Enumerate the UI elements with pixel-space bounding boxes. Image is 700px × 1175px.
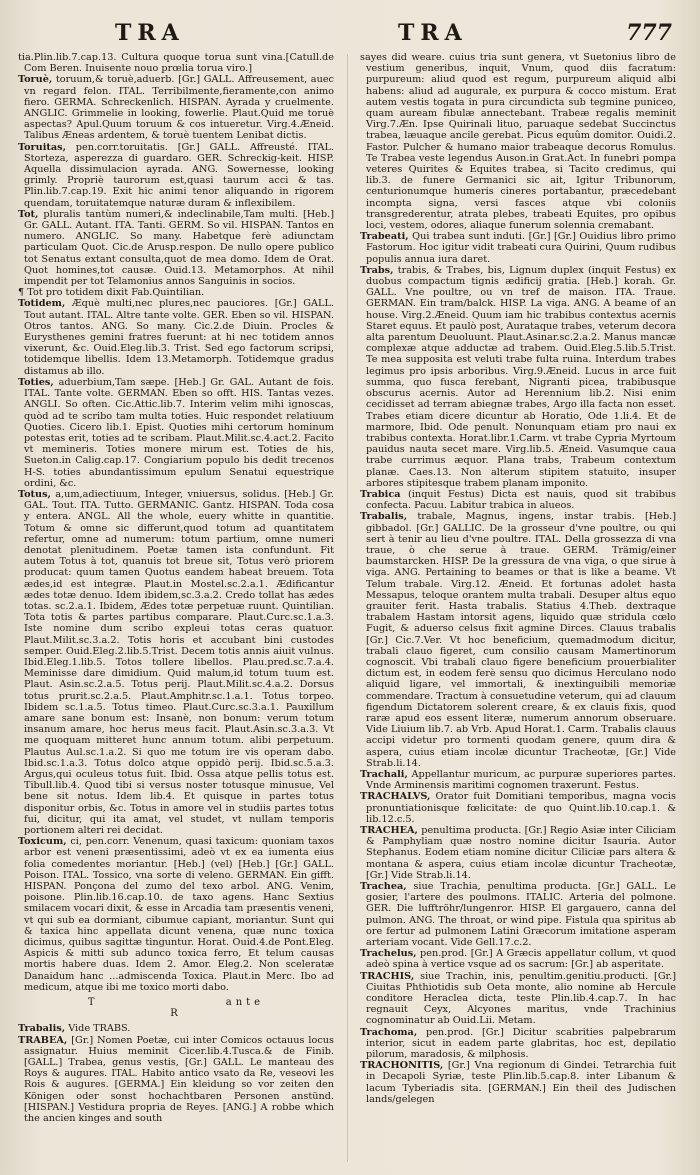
entry-text: Qui trabea sunt induti. [Gr.] [Gr.] Ouidius libro primo Fastorum. Hoc igitur vidit trabeati cura Quirini, Quum rudibus populis annua iura daret. bbox=[366, 231, 676, 265]
entry-text: sayes did weare. cuius tria sunt genera, vt Suetonius libro de vestium generibus, inquit, Vnum, quod diis facratum: purpureum: aliud quod est regum, purpureum aliquid albi habens: aliud ad augurale, ex purpura & cocco mistum. Erat autem vestis togata in pura circundicta sub tegmine puniceo, quam auream fibulæ annectebant. Trabeæ regalis meminit Virg.7.Æn. Ipse Quirinali lituo, paruaque sedebat Succinctus trabea, læuaque ancile gerebat. Picus equûm domitor. Ouidi.2. Fastor. Pulcher & humano maior trabeaque decorus Romulus. Te Trabea veste legendus Auson.in Grat.Act. In funebri pompa veteres Quirites & Equites trabea, si Tacito credimus, qui lib.3. de funere Germanici sic ait, Igitur Tribunorum, centurionumque humeris cineres portabantur, præcedebant incompta signa, versi fasces atque vbi coloniis transgrederentur, atrata plebes, trabeati Equites, pro opibus loci, vestem, odores, aliaque funerum solennia cremabant. bbox=[360, 52, 676, 232]
entry-headword: TRACHALVS, bbox=[360, 791, 431, 803]
left-entries-after-section bbox=[18, 1023, 334, 1124]
dictionary-entry bbox=[360, 1027, 676, 1061]
entry-text: tia.Plin.lib.7.cap.13. Cultura quoque torua sunt vina.[Catull.de Com Beren. Inuisente nouo prœlia torua viro.] bbox=[18, 52, 334, 75]
entry-text: ci, pen.corr. Venenum, quasi taxicum: quoniam taxos arbor est veneni præsentissimi, adeò vt ex ea iumenta eius folia comedentes moriantur. [Heb.] (vel) [Heb.] [Gr.] GALL. Poison. ITAL. Tossico, vna sorte di veleno. GERMAN. Ein gifft. HISPAN. Ponçona del zumo del texo arbol. ANG. Venim, poisone. Plin.lib.16.cap.10. de taxo agens. Hanc Sextius smilacem vocari dixit, & esse in Arcadia tam præsentis veneni, vt qui sub ea dormiant, cibumue capiant, moriantur. Sunt qui & taxica hinc appellata dicunt venena, quæ nunc toxica dicimus, quibus sagittæ tinguntur. Horat. Ouid.4.de Pont.Eleg. Aspicis & mitti sub adunco toxica ferro, Et telum causas mortis habere duas. Idem 2. Amor. Eleg.2. Non sceleratæ Danaidum hanc ...admiscenda Toxica. Plaut.in Merc. Ibo ad medicum, atque ibi me toxico morti dabo. bbox=[24, 836, 334, 993]
entry-text: Æquè multi,nec plures,nec pauciores. [Gr.] GALL. Tout autant. ITAL. Altre tante volte. GER. Eben so vil. HISPAN. Otros tantos. ANG. So many. Cic.2.de Diuin. Procles & Eurysthenes gemini fratres fuerunt: at hi nec totidem annos vixerunt, &c. Ouid.Eleg.lib.3. Trist. Sed ego factorum scripsi, totidemque libellis. Idem 13.Metamorph. Totidemque gradus distamus ab illo. bbox=[24, 298, 334, 377]
dictionary-entry bbox=[18, 52, 334, 74]
entry-headword: Toruitas, bbox=[18, 141, 66, 153]
entry-text: Appellantur muricum, ac purpuræ superiores partes. Vnde Arminensis maritimi cognomen traxerunt. Festus. bbox=[366, 769, 676, 792]
entry-headword: TRACHIS, bbox=[360, 970, 415, 982]
left-column bbox=[18, 52, 334, 1166]
entry-headword: Toties, bbox=[18, 376, 54, 388]
entry-text: [Gr.] Nomen Poetæ, cui inter Comicos octauus locus assignatur. Huius meminit Cicer.lib.4.Tusca.& de Finib. [GALL.] Trabea, genus vestis, [Gr.] GALL. Le manteau des Roys & augures. ITAL. Habito antico vsato da Re, veseovi les Rois & augures. [GERMA.] Ein kleidung so vor zeiten den Königen oder sonst hochachtbaren Personen anstünd. [HISPAN.] Vestidura propria de Reyes. [ANG.] A robbe which the ancien kinges and south bbox=[24, 1034, 334, 1125]
entry-text: a,um,adiectiuum, Integer, vniuersus, solidus. [Heb.] Gr. GAL. Tout. ITA. Tutto. GERMANIC. Gantz. HISPAN. Toda cosa y entera. ANGL. All the whole, euery whitte in quantitie. Totum & omne sic differunt,quod totum ad quantitatem refertur, omne ad numerum: totum partium, omne numeri denotat plenitudinem. Poetæ tamen ista confundunt. Fit autem Totus à tot, quanuis tot breue sit, Totus verò priorem producat: quum tamen Quotus eandem habeat breuem. Tota ædes,id est integræ. Plaut.in Mostel.sc.2.a.1. Ædificantur ædes totæ denuo. Idem ibidem,sc.3.a.2. Credo tollat has ædes totas. sc.2.a.1. Ibidem, Ædes totæ perpetuæ ruunt. Quintilian. Tota totis & partes partibus comparare. Plaut.Curc.sc.1.a.3. Iste nomine dum scribo expleui totas ceras quatuor. Plaut.Milit.sc.3.a.2. Totis horis et accubant bini custodes semper. Ouid.Eleg.2.lib.5.Trist. Decem totis annis aiuit vulnus. Ibid.Eleg.1.lib.5. Totos tollere libellos. Plau.pred.sc.7.a.4. Meminisse dare dimidium. Quid malum,id totum tuum est. Plaut. Asin.sc.2.a.5. Totus perij. Plaut.Milit.sc.4.a.2. Dorsus totus prurit.sc.2.a.5. Plaut.Amphitr.sc.1.a.1. Totus torpeo. Ibidem sc.1.a.5. Totus timeo. Plaut.Curc.sc.3.a.1. Pauxillum amare sane bonum est: Insanè, non bonum: verum totum insanum amare, hoc herus meus facit. Plaut.Asin.sc.3.a.3. Vt me quoquam mitteret hunc annum totum. alibi perpetuum. Plautus Aul.sc.1.a.2. Si quo me totum ire vis operam dabo. Ibid.sc.1.a.3. Totus dolco atque oppidò perij. Ibid.sc.5.a.3. Argus,qui oculeus totus fuit. Ibid. Ossa atque pellis totus est. Tibull.lib.4. Quod tibi si versus noster totusque minusue, Vel bene sit notus. Idem lib.4. Et quisque in partes totus disponitur orbis, &c. Totus in amore vel in studiis partes totus fui, dicitur, qui ita amat, vel studet, vt nullam temporis portionem alteri rei decidat. bbox=[24, 488, 334, 837]
dictionary-entry bbox=[360, 791, 676, 825]
dictionary-entry bbox=[18, 209, 334, 287]
dictionary-entry bbox=[360, 489, 676, 511]
dictionary-entry bbox=[18, 287, 334, 298]
dictionary-entry bbox=[360, 1060, 676, 1105]
dictionary-entry bbox=[18, 489, 334, 836]
dictionary-entry bbox=[18, 377, 334, 489]
entry-headword: TRACHEA, bbox=[360, 825, 418, 837]
entry-headword: Totidem, bbox=[18, 298, 66, 310]
dictionary-entry bbox=[360, 948, 676, 970]
entry-text: pen.prod. [Gr.] Dicitur scabrities palpebrarum interior, sicut in eadem parte glabritas, hoc est, depilatio pilorum, maradosis, & milphosis. bbox=[366, 1026, 676, 1061]
entry-text: (inquit Festus) Dicta est nauis, quod sit trabibus confecta. Pacuu. Labitur trabica in alueos. bbox=[366, 488, 676, 512]
entry-text: siue Trachia, penultima producta. [Gr.] GALL. Le gosier, l'artere des poulmons. ITALIC. Arteria del polmone. GER. Die lufftröhr/lungenror. HISP. El gargauero, canna del pulmon. ANG. The throat, or wind pipe. Fistula qua spiritus ab ore fertur ad pulmonem Latini Græcorum imitatione asperam arteriam vocant. Vide Gell.17.c.2. bbox=[366, 881, 676, 949]
dictionary-entry bbox=[360, 971, 676, 1027]
entry-headword: TRACHONITIS, bbox=[360, 1060, 444, 1072]
section-mark-mid: ante bbox=[225, 997, 265, 1009]
entry-text: pluralis tantùm numeri,& indeclinabile,Tam multi. [Heb.] Gr. GALL. Autant. ITA. Tanti. GERM. So vil. HISPAN. Tantos en numero. ANGLIC. So many. Habetque ferè adiunctam particulam Quot. Cic.de Arusp.respon. De nullo opere publico tot Senatus extant consulta,quot de mea domo. Idem de Orat. Quot homines,tot causæ. Ouid.13. Metamorphos. At nihil impendit per tot Telamonius annos Sanguinis in socios. bbox=[24, 208, 334, 288]
dictionary-entry bbox=[360, 769, 676, 791]
entry-text: Vide TRABS. bbox=[68, 1023, 131, 1035]
entry-text: pen.corr.toruitatis. [Gr.] GALL. Affreusté. ITAL. Storteza, asperezza di guardaro. GER. Schreckig-keit. HISP. Aquella dissimulacion ayrada. ANG. Sowernesse, looking grimly. Propriè taurorum est,quasi taurum acci & tas. Plin.lib.7.cap.19. Exit hic animi tenor aliquando in rigorem quendam, toruitatemque naturæ duram & inflexibilem. bbox=[24, 141, 334, 209]
entry-text: siue Trachin, inis, penultim.genitiu.producti. [Gr.] Ciuitas Phthiotidis sub Oeta monte, alio nomine ab Hercule conditore Heraclea dicta, teste Plin.lib.4.cap.7. In hac regnauit Ceyx, Alcyones maritus, vnde Trachinius cognominatur ab Ouid.Lii. Metam. bbox=[366, 970, 676, 1027]
entry-text: toruum,& toruè,aduerb. [Gr.] GALL. Affreusement, auec vn regard felon. ITAL. Terribilmente,fieramente,con animo fiero. GERMA. Schreckenlich. HISPAN. Ayrada y cruelmente. ANGLIC. Grimmelie in looking, fowerlie. Plaut.Quid me toruè aspectas? Apul.Quum toruum & cos intueretur. Virg.4.Æneid. Talibus Æneas ardentem, & toruè tuentem Lenibat dictis. bbox=[24, 74, 334, 142]
right-column bbox=[360, 52, 676, 1166]
dictionary-entry bbox=[18, 1035, 334, 1125]
entry-text: trabis, & Trabes, bis, Lignum duplex (inquit Festus) ex duobus compactum tignis ædificij gratia. [Heb.] korah. Gr. GALL. Vne poultre, ou vn tref de maison. ITA. Traue. GERMAN. Ein tram/balck. HISP. La viga. ANG. A beame of an house. Virg.2.Æneid. Quum iam hic trabibus contextus acernis Staret equus. Et paulò post, Aurataque trabes, veterum decora alta parentum Deuoluunt. Plaut.Asinar.sc.2.a.2. Manus mancæ complexæ atque adductæ ad trabem. Ouid.Eleg.5.lib.5.Trist. Te mea supposita est veluti trabe fulta ruina. Interdum trabes legimus pro ipsis arboribus. Virg.9.Æneid. Lucus in arce fuit summa, quo fusca ferebant, Nigranti picea, trabibusque obscurus acernis. Autor ad Herennium lib.2. Nisi enim cecidisset ad terram abiegnæ trabes, Argo illa facta non esset. Trabes etiam dicere dicuntur ab Horatio, Ode 1.li.4. Et de marmore, Ibid. Ode penult. Nonunquam etiam pro naui ex trabibus contexta. Horat.libr.1.Carm. vt trabe Cypria Myrtoum pauidus nauta secet mare. Virg.lib.5. Æneid. Vasumque caua trabe currimus æquor. Plana trabs, Trabeum contextum planæ. Caes.13. Non alterum stipitem statuito, insuper arbores stipitesque trabem planam imponito. bbox=[366, 264, 676, 489]
page-number: 777 bbox=[626, 20, 672, 46]
section-mark-right: R bbox=[170, 1008, 182, 1020]
entry-headword: Trabalis, bbox=[360, 511, 408, 523]
entry-text: penultima producta. [Gr.] Regio Asiæ inter Ciliciam & Pamphyliam quæ nostro nomine dicitur Isauria. Autor Stephanus. Eodem etiam nomine dicitur Ciliciæ pars altera & montana & aspera, cuius etiam incolæ dicuntur Tracheotæ, [Gr.] Vide Strab.li.14. bbox=[366, 825, 676, 881]
entry-text: [Gr.] Vna regionum di Gindei. Tetrarchia fuit in Decapoli Syriæ, teste Plin.lib.5.cap.8. inter Libanum & lacum Tyberiadis sita. [GERMAN.] Ein theil des Judischen lands/gelegen bbox=[366, 1060, 676, 1105]
dictionary-entry bbox=[18, 74, 334, 141]
dictionary-entry bbox=[360, 231, 676, 265]
dictionary-entry bbox=[360, 265, 676, 489]
entry-headword: TRABEA, bbox=[18, 1034, 68, 1046]
entry-headword: Toxicum, bbox=[18, 836, 67, 848]
entry-headword: Trachali, bbox=[360, 769, 408, 780]
dictionary-entry bbox=[360, 825, 676, 881]
entry-headword: Trabalis, bbox=[18, 1023, 66, 1035]
entry-headword: Trachea, bbox=[360, 881, 407, 893]
entry-text: trabale, Magnus, ingens, instar trabis. [Heb.] gibbadol. [Gr.] GALLIC. De la grosseur d'vne poultre, ou qui sert à tenir au lieu d'vne poultre. ITAL. Della grossezza di vna traue, ò che serue à traue. GERM. Trämig/einer baumstarcken. HISP. De la gressura de vna viga, o que sirue à viga. ANG. Pertaining to beames or that is like a beame. Vt Telum trabale. Virg.12. Æneid. Et fortunas adolet hasta Messapus, teloque orantem multa trabali. Desuper altus equo grauiter ferit. Hasta trabalis. Statius 4.Theb. dextraque trabalem Hastam intorsit agens, liquido quæ stridula cœlo Fugit, & aduerso celsus fixit agmine Dirces. Clauus trabalis [Gr.] Cic.7.Ver. Vt hoc beneficium, quemadmodum dicitur, trabali clauo figeret, cum consilio causam Mamertinorum cognoscit. Vbi trabali clauo figere beneficium prouerbialiter dictum est, in eodem ferè sensu quo dicimus Herculano nodo aliquid ligare, vel immortali, & inextinguibili memoriæ commendare. Tractum à consuetudine veterum, qui ad clauum figendum Dictatorem solerent creare, & ex clauis fixis, quod raræ apud eos essent literæ, numerum annorum obseruare. Vide Liuium lib.7. ab Vrb. Apud Horat.1. Carm. Trabalis clauus accipi videtur pro tormenti quodam genere, quum dira & aspera, cuius etiam incolæ dicuntur Tracheotæ, [Gr.] Vide Strab.li.14. bbox=[366, 511, 676, 769]
dictionary-entry bbox=[18, 142, 334, 209]
running-head-left: TRA bbox=[115, 20, 185, 46]
entry-headword: Trabica bbox=[360, 488, 401, 500]
entry-headword: Trachelus, bbox=[360, 948, 417, 960]
entry-headword: Tot, bbox=[18, 208, 39, 220]
dictionary-entry bbox=[360, 52, 676, 231]
dictionary-entry bbox=[360, 881, 676, 948]
dictionary-entry bbox=[18, 298, 334, 376]
right-entries bbox=[360, 52, 676, 1105]
entry-text: ¶ Tot pro totidem dixit Fab.Quintilian. bbox=[18, 287, 205, 299]
entry-text: aduerbium,Tam sæpe. [Heb.] Gr. GAL. Autant de fois. ITAL. Tante volte. GERMAN. Eben so offt. HIS. Tantas vezes. ANGLI. So often. Cic.Attic.lib.7. Interim velim mihi ignoscas, quòd ad te scribo tam multa toties. Huic respondet relatiuum Quoties. Cicero lib.1. Epist. Quoties mihi certorum hominum potestas erit, toties ad te scribam. Plaut.Milit.sc.4.act.2. Facito vt memineris. Toties monere mirum est. Toties de his, Sueton.in Calig.cap.17. Congiarium populo bis dedit trecenos H-S. toties abundantissimum epulum Senatui equestrique ordini, &c. bbox=[24, 376, 334, 489]
entry-headword: Trabeati, bbox=[360, 231, 409, 243]
entry-headword: Totus, bbox=[18, 488, 51, 500]
column-divider bbox=[347, 54, 348, 1162]
section-divider bbox=[18, 997, 334, 1019]
running-head-right: TRA bbox=[398, 20, 468, 46]
dictionary-entry bbox=[360, 511, 676, 769]
dictionary-entry bbox=[18, 1023, 334, 1034]
left-entries bbox=[18, 52, 334, 993]
dictionary-entry bbox=[18, 836, 334, 993]
section-mark-left: T bbox=[87, 997, 99, 1009]
entry-headword: Trabs, bbox=[360, 264, 394, 276]
entry-text: Orator fuit Domitiani temporibus, magna vocis pronuntiationisque fœlicitate: de quo Quint.lib.10.cap.1. & lib.12.c.5. bbox=[366, 791, 676, 825]
entry-text: pen.prod. [Gr.] A Græcis appellatur collum, vt quod adeò spina à vertice vsque ad os sacrum: [Gr.] ab asperitate. bbox=[366, 948, 676, 971]
entry-headword: Trachoma, bbox=[360, 1026, 418, 1038]
entry-headword: Toruè, bbox=[18, 74, 53, 86]
